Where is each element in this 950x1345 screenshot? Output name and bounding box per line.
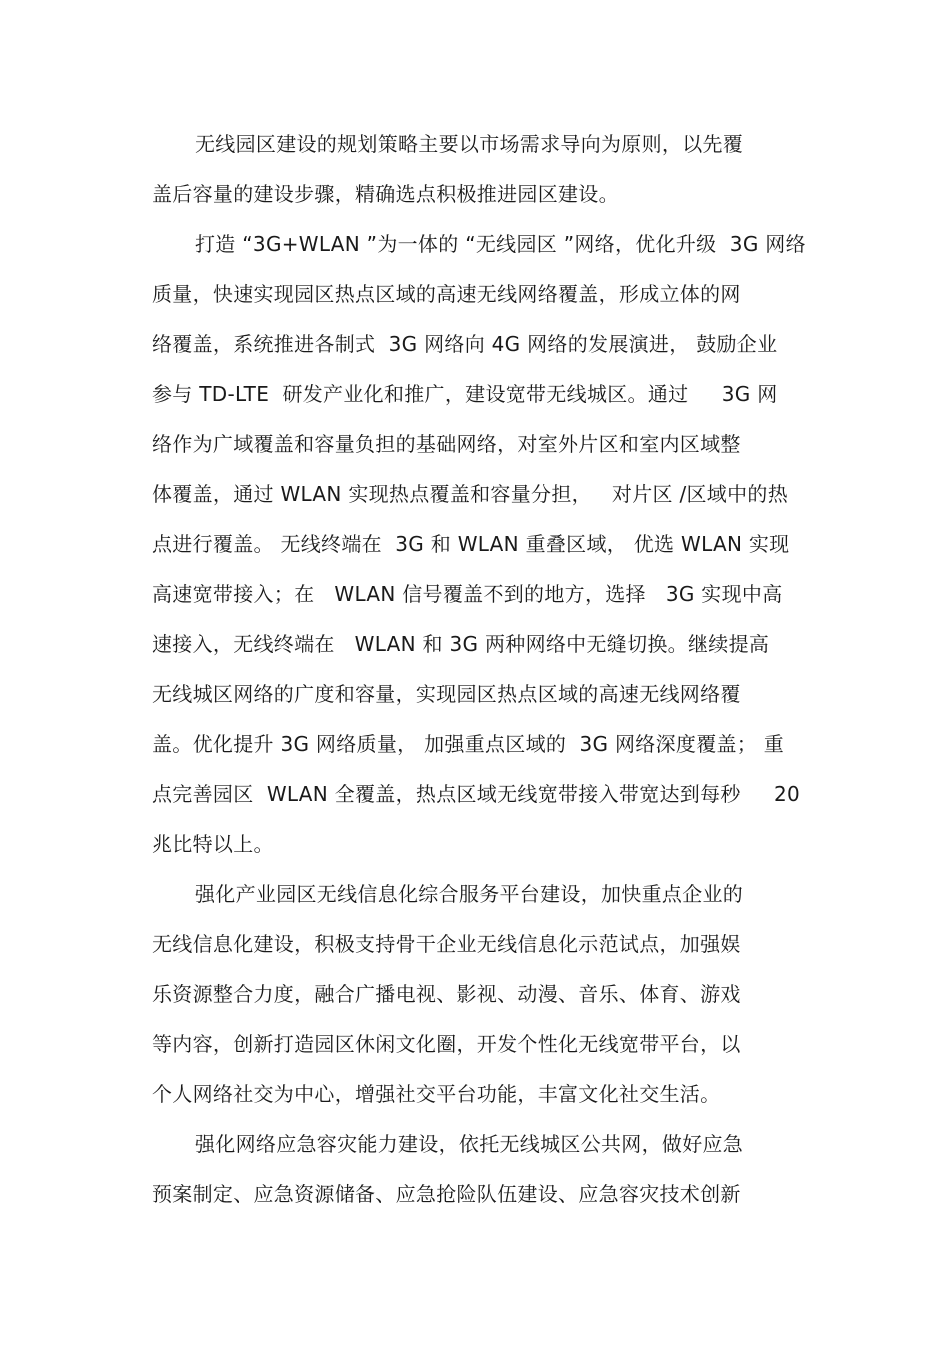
text-line: 质量，快速实现园区热点区域的高速无线网络覆盖，形成立体的网 [152,282,741,306]
text-line: 盖。优化提升 3G 网络质量， 加强重点区域的 3G 网络深度覆盖； 重 [152,732,785,756]
text-line: 预案制定、应急资源储备、应急抢险队伍建设、应急容灾技术创新 [152,1182,741,1206]
text-line: 体覆盖，通过 WLAN 实现热点覆盖和容量分担， 对片区 /区域中的热 [152,482,789,506]
text-line: 盖后容量的建设步骤，精确选点积极推进园区建设。 [152,182,619,206]
text-line: 络作为广域覆盖和容量负担的基础网络，对室外片区和室内区域整 [152,432,741,456]
text-line: 兆比特以上。 [152,832,274,856]
text-line: 个人网络社交为中心，增强社交平台功能，丰富文化社交生活。 [152,1082,721,1106]
text-line: 参与 TD-LTE 研发产业化和推广，建设宽带无线城区。通过 3G 网 [152,382,778,406]
text-line: 高速宽带接入；在 WLAN 信号覆盖不到的地方，选择 3G 实现中高 [152,582,783,606]
text-line: 乐资源整合力度，融合广播电视、影视、动漫、音乐、体育、游戏 [152,982,741,1006]
text-line: 强化网络应急容灾能力建设，依托无线城区公共网，做好应急 [195,1132,744,1156]
text-line: 强化产业园区无线信息化综合服务平台建设，加快重点企业的 [195,882,744,906]
text-line: 速接入，无线终端在 WLAN 和 3G 两种网络中无缝切换。继续提高 [152,632,770,656]
text-line: 无线城区网络的广度和容量，实现园区热点区域的高速无线网络覆 [152,682,741,706]
text-line: 点进行覆盖。 无线终端在 3G 和 WLAN 重叠区域， 优选 WLAN 实现 [152,532,790,556]
text-line: 打造 “3G+WLAN ”为一体的 “无线园区 ”网络，优化升级 3G 网络 [195,232,806,256]
text-line: 等内容，创新打造园区休闲文化圈，开发个性化无线宽带平台，以 [152,1032,741,1056]
text-line: 络覆盖，系统推进各制式 3G 网络向 4G 网络的发展演进， 鼓励企业 [152,332,778,356]
text-line: 点完善园区 WLAN 全覆盖，热点区域无线宽带接入带宽达到每秒 20 [152,782,801,806]
text-line: 无线信息化建设，积极支持骨干企业无线信息化示范试点，加强娱 [152,932,741,956]
text-line: 无线园区建设的规划策略主要以市场需求导向为原则，以先覆 [195,132,744,156]
